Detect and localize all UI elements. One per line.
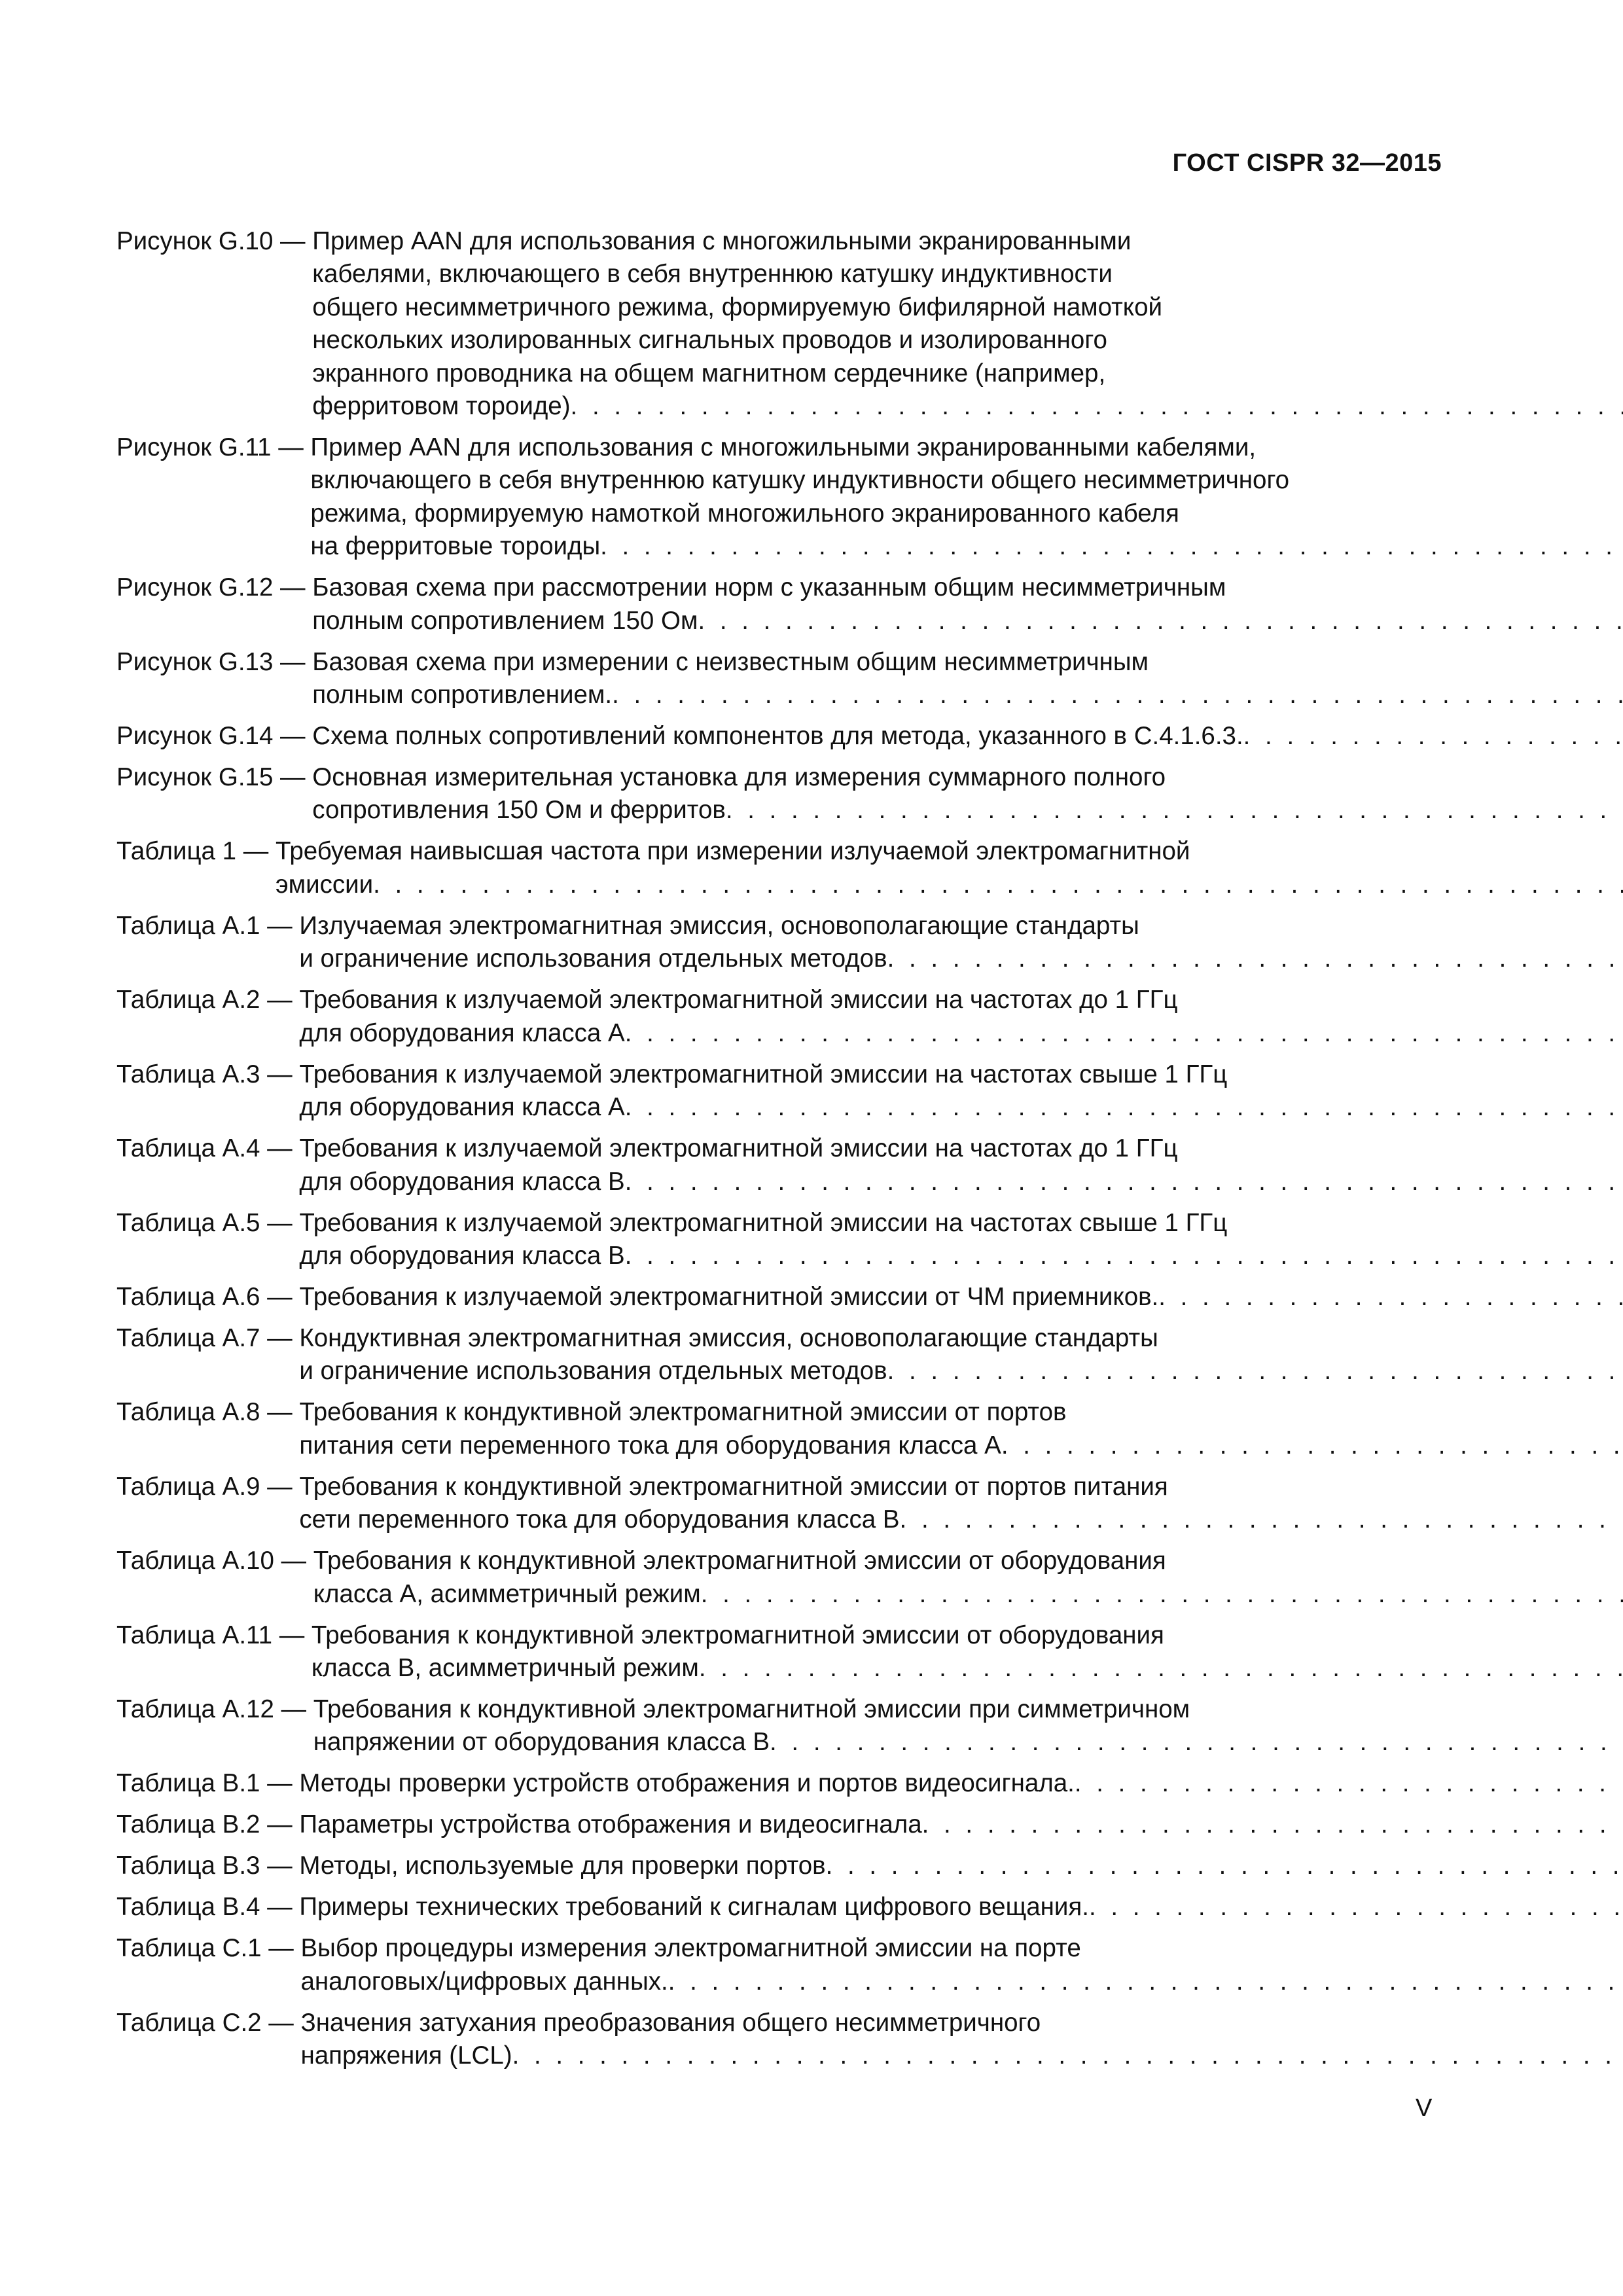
toc-entry-title-line: Выбор процедуры измерения электромагнитной эмиссии на порте: [300, 1934, 1081, 1963]
toc-entry-label: Рисунок G.14 —: [116, 722, 313, 751]
toc-entry-title-line: и ограничение использования отдельных методов: [299, 944, 887, 973]
toc-entry-title-line: ферритовом тороиде): [312, 392, 571, 421]
toc-entry: [116, 431, 1442, 564]
toc-entry-title-line: Требования к излучаемой электромагнитной эмиссии на частотах свыше 1 ГГц: [299, 1208, 1228, 1237]
toc-entry-label: Таблица В.3 —: [116, 1852, 300, 1880]
toc-entry-title-line: класса А, асимметричный режим: [313, 1579, 701, 1608]
page-header-standard: ГОСТ CISPR 32—2015: [1172, 149, 1442, 177]
toc-entry-label: Таблица А.3 —: [116, 1060, 300, 1088]
toc-entry: [116, 984, 1442, 1050]
dot-leader: [668, 1965, 1623, 1998]
toc-entry-title-line: Примеры технических требований к сигналам цифрового вещания.: [299, 1893, 1089, 1922]
toc-entry-title-line: полным сопротивлением.: [312, 681, 613, 709]
dot-leader: [699, 1652, 1623, 1685]
page-number: V: [1416, 2094, 1433, 2122]
toc-entry-title-line: Основная измерительная установка для измерения суммарного полного: [312, 763, 1166, 792]
dot-leader: [726, 794, 1623, 827]
toc-entry-title-line: нескольких изолированных сигнальных проводов и изолированного: [312, 326, 1107, 355]
toc-entry-title-line: Базовая схема при рассмотрении норм с указанным общим несимметричным: [312, 573, 1226, 602]
toc-entry-title-line: Требования к излучаемой электромагнитной эмиссии на частотах до 1 ГГц: [299, 1134, 1178, 1163]
toc-entry-title-line: экранного проводника на общем магнитном сердечнике (например,: [312, 359, 1106, 387]
toc-entry-title-line: Требования к кондуктивной электромагнитной эмиссии от оборудования: [311, 1621, 1164, 1649]
dot-leader: [625, 1240, 1623, 1272]
toc-entry: [116, 1322, 1442, 1388]
toc-entry-title-line: кабелями, включающего в себя внутреннюю катушку индуктивности: [312, 260, 1113, 289]
toc-entry: [116, 571, 1442, 637]
toc-entry-title-line: Пример AAN для использования с многожильными экранированными кабелями,: [310, 433, 1257, 462]
toc-entry: [116, 835, 1442, 901]
toc-entry-title-line: Требования к кондуктивной электромагнитной эмиссии от оборудования: [313, 1547, 1166, 1575]
toc-entry-title-line: Требования к кондуктивной электромагнитной эмиссии от портов: [299, 1398, 1067, 1427]
toc-entry-title-line: аналоговых/цифровых данных.: [300, 1967, 668, 1996]
toc-entry-title-line: Излучаемая электромагнитная эмиссия, основополагающие стандарты: [299, 911, 1139, 940]
toc-entry-title-line: класса В, асимметричный режим: [311, 1653, 699, 1682]
toc-entry: [116, 1207, 1442, 1273]
toc-entry-title-line: сети переменного тока для оборудования класса В: [299, 1505, 900, 1534]
dot-leader: [612, 679, 1623, 711]
toc-entry-title-line: Требуемая наивысшая частота при измерении излучаемой электромагнитной: [275, 837, 1190, 866]
toc-entry: [116, 1132, 1442, 1198]
toc-entry-title-line: для оборудования класса В: [299, 1167, 625, 1196]
toc-entry-title-line: Базовая схема при измерении с неизвестным общим несимметричным: [312, 647, 1149, 676]
toc-entry-label: Таблица А.4 —: [116, 1134, 300, 1163]
toc-entry-title-line: Методы проверки устройств отображения и портов видеосигнала.: [299, 1769, 1075, 1798]
toc-entry-label: Таблица С.1 —: [116, 1934, 301, 1963]
toc-entry: [116, 1396, 1442, 1462]
toc-entry-title-line: Схема полных сопротивлений компонентов для метода, указанного в С.4.1.6.3.: [312, 722, 1243, 751]
toc-entry-title-line: Требования к кондуктивной электромагнитной эмиссии от портов питания: [299, 1472, 1168, 1501]
toc-entry-label: Таблица В.1 —: [116, 1769, 300, 1798]
toc-entry-title-line: Требования к излучаемой электромагнитной эмиссии от ЧМ приемников.: [299, 1282, 1159, 1311]
toc-entry: [116, 1808, 1442, 1841]
toc-entry-title-line: Требования к излучаемой электромагнитной эмиссии на частотах свыше 1 ГГц: [299, 1060, 1228, 1088]
dot-leader: [900, 1503, 1623, 1536]
toc-entry-label: Рисунок G.10 —: [116, 227, 313, 255]
toc-entry-title-line: напряжении от оборудования класса В: [313, 1728, 770, 1757]
toc-entry-label: Рисунок G.12 —: [116, 573, 313, 602]
table-of-contents: [116, 225, 1442, 2081]
toc-entry-title-line: общего несимметричного режима, формируемую бифилярной намоткой: [312, 293, 1162, 321]
dot-leader: [1158, 1281, 1623, 1314]
dot-leader: [625, 1166, 1623, 1198]
toc-entry-label: Таблица А.1 —: [116, 911, 300, 940]
toc-entry: [116, 910, 1442, 976]
toc-entry-title-line: Требования к излучаемой электромагнитной эмиссии на частотах до 1 ГГц: [299, 986, 1178, 1014]
dot-leader: [1089, 1891, 1623, 1924]
toc-entry-label: Таблица А.11 —: [116, 1621, 312, 1649]
toc-entry: [116, 1891, 1442, 1924]
toc-entry-title-line: на ферритовые тороиды: [310, 532, 601, 561]
toc-entry: [116, 1619, 1442, 1685]
toc-entry-label: Таблица С.2 —: [116, 2008, 301, 2037]
dot-leader: [701, 1578, 1623, 1611]
toc-entry: [116, 646, 1442, 712]
toc-entry-label: Рисунок G.15 —: [116, 763, 313, 792]
toc-entry-title-line: Требования к кондуктивной электромагнитной эмиссии при симметричном: [313, 1695, 1190, 1723]
toc-entry-title-line: режима, формируемую намоткой многожильного экранированного кабеля: [310, 499, 1179, 528]
dot-leader: [1243, 720, 1623, 753]
toc-entry-label: Таблица 1 —: [116, 837, 276, 866]
toc-entry-label: Таблица А.2 —: [116, 986, 300, 1014]
toc-entry-label: Таблица В.2 —: [116, 1810, 300, 1839]
dot-leader: [600, 530, 1623, 563]
toc-entry-label: Рисунок G.13 —: [116, 647, 313, 676]
toc-entry-title-line: Методы, используемые для проверки портов: [299, 1852, 826, 1880]
dot-leader: [826, 1850, 1623, 1882]
toc-entry: [116, 761, 1442, 827]
dot-leader: [373, 869, 1623, 901]
toc-entry: [116, 1850, 1442, 1882]
toc-entry-label: Таблица А.10 —: [116, 1547, 313, 1575]
toc-entry-label: Таблица А.9 —: [116, 1472, 300, 1501]
dot-leader: [887, 1355, 1623, 1388]
dot-leader: [922, 1808, 1623, 1841]
toc-entry: [116, 2007, 1442, 2073]
toc-entry-title-line: и ограничение использования отдельных методов: [299, 1357, 887, 1386]
toc-entry-title-line: включающего в себя внутреннюю катушку индуктивности общего несимметричного: [310, 466, 1290, 495]
dot-leader: [1001, 1429, 1623, 1462]
dot-leader: [512, 2039, 1623, 2072]
toc-entry-title-line: для оборудования класса В: [299, 1241, 625, 1270]
toc-entry: [116, 1281, 1442, 1314]
toc-entry-title-line: сопротивления 150 Ом и ферритов: [312, 796, 726, 825]
toc-entry-title-line: Значения затухания преобразования общего несимметричного: [300, 2008, 1041, 2037]
toc-entry: [116, 1767, 1442, 1800]
toc-entry-title-line: для оборудования класса А: [299, 1093, 625, 1122]
dot-leader: [571, 390, 1623, 423]
toc-entry: [116, 1471, 1442, 1537]
dot-leader: [625, 1017, 1623, 1050]
toc-entry: [116, 1932, 1442, 1998]
dot-leader: [887, 942, 1623, 975]
toc-entry-title-line: Кондуктивная электромагнитная эмиссия, основополагающие стандарты: [299, 1323, 1158, 1352]
toc-entry-label: Таблица А.5 —: [116, 1208, 300, 1237]
dot-leader: [770, 1726, 1623, 1759]
toc-entry-title-line: полным сопротивлением 150 Ом: [312, 606, 698, 635]
toc-entry-title-line: для оборудования класса А: [299, 1018, 625, 1047]
toc-entry: [116, 720, 1442, 753]
toc-entry-label: Таблица В.4 —: [116, 1893, 300, 1922]
toc-entry-label: Таблица А.7 —: [116, 1323, 300, 1352]
toc-entry-title-line: Параметры устройства отображения и видеосигнала: [299, 1810, 922, 1839]
toc-entry-title-line: эмиссии: [275, 870, 374, 899]
toc-entry-title-line: Пример AAN для использования с многожильными экранированными: [312, 227, 1132, 255]
toc-entry: [116, 1058, 1442, 1124]
toc-entry-label: Таблица А.12 —: [116, 1695, 313, 1723]
toc-entry: [116, 225, 1442, 423]
dot-leader: [625, 1091, 1623, 1124]
toc-entry: [116, 1545, 1442, 1611]
toc-entry-title-line: питания сети переменного тока для оборудования класса А: [299, 1431, 1001, 1460]
dot-leader: [698, 605, 1623, 637]
dot-leader: [1075, 1767, 1623, 1800]
toc-entry-title-line: напряжения (LCL): [300, 2041, 512, 2070]
toc-entry: [116, 1693, 1442, 1759]
toc-entry-label: Таблица А.6 —: [116, 1282, 300, 1311]
toc-entry-label: Рисунок G.11 —: [116, 433, 311, 462]
toc-entry-label: Таблица А.8 —: [116, 1398, 300, 1427]
